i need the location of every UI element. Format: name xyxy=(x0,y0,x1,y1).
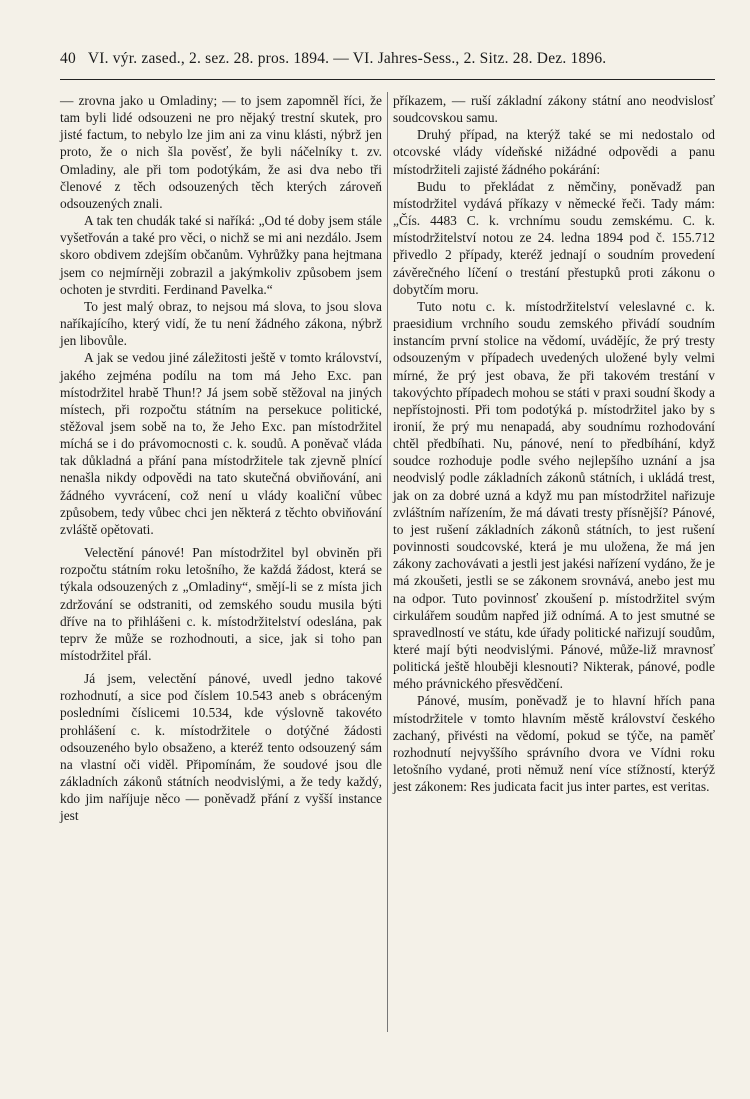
paragraph: Druhý případ, na kterýž také se mi nedostalo od otcovské vlády vídeňské nižádné odpovědi a panu místodržiteli zajisté žádného pokárání: xyxy=(393,127,715,177)
paragraph: příkazem, — ruší základní zákony státní ano neodvislosť soudcovskou samu. xyxy=(393,93,715,126)
paragraph: Velectění pánové! Pan místodržitel byl obviněn při rozpočtu státním roku letošního, že každá žádost, která se týkala odsouzených z „Omladiny“, smějí-li se z místa jich zdržování se odstraniti, od zemského soudu musila býti dříve na to přihlášeni c. k. místodržitelství odeslána, pak teprv že může se rozhodnouti, a sice, jak si toho pan místodržitel přál. xyxy=(60,545,382,663)
header-title: VI. výr. zased., 2. sez. 28. pros. 1894. — VI. Jahres-Sess., 2. Sitz. 28. Dez. 1896. xyxy=(87,50,607,67)
header-rule xyxy=(60,79,715,80)
paragraph: To jest malý obraz, to nejsou má slova, to jsou slova naříkajícího, který vidí, že tu není žádného zákona, nýbrž jen libovůle. xyxy=(60,298,382,349)
column-divider xyxy=(387,92,388,1032)
paragraph: A jak se vedou jiné záležitosti ještě v tomto království, jakého zejména podílu na tom má Jeho Exc. pan místodržitel hrabě Thun!? Já jsem sobě stěžoval na jiných místech, při rozpočtu státním na persekuce politické, stěžoval jsem sobě na to, že Jeho Exc. pan místodržitel míchá se i do právomocnosti c. k. soudů. A poněvač vláda tak důkladná a přání pana místodržitele tak zjevně plnící nenašla nikdy odpovědi na tato skutečná obviňování, ani žádného vyvrácení, což není u vlády koaliční vůbec způsobem, tedy vůbec chci jen některá z těchto obviňování zvláště opětovati. xyxy=(60,350,382,537)
paragraph: Já jsem, velectění pánové, uvedl jedno takové rozhodnutí, a sice pod číslem 10.543 aneb s obráceným posledními číslicemi 10.534, kde výslovně takovéto prohlášení c. k. místodržitele o dotýčné žádosti odsouzeného bylo obsaženo, a kteréž tento odsouzený sám na vlastní oči viděl. Připomínám, že soudové jsou dle základních zákonů státních neodvislými, a že tedy každý, kdo jim naříjuje něco — poněvadž přání z vyšší instance jest xyxy=(60,671,382,824)
paragraph: — zrovna jako u Omladiny; — to jsem zapomněl říci, že tam byli lidé odsouzeni ne pro nějaký trestní skutek, pro jisté factum, to nebylo lze jim ani za vinu klásti, nýbrž jen proto, že o nich šla pověsť, že byli náčelníky t. zv. Omladiny, ale při tom podotýkám, že asi dva nebo tři členové z těch odsouzených těch kterých zároveň odsouzených znali. xyxy=(60,93,382,211)
paragraph: Budu to překládat z němčiny, poněvadž pan místodržitel vydává příkazy v německé řeči. Tady mám: „Čís. 4483 C. k. vrchnímu soudu zemskému. C. k. místodržitelství notou ze 24. ledna 1894 pod č. 155.712 přivedlo 2 případy, kteréž jednají o soudním provedení závěrečného líčení o trestání přestupků proti zákonu o dobytčím moru. xyxy=(393,178,715,297)
left-column xyxy=(60,92,382,825)
right-column xyxy=(393,92,715,795)
paragraph: Tuto notu c. k. místodržitelství veleslavné c. k. praesidium vrchního soudu zemského přivádí soudním instancím první stolice na vědomí, uvádějíc, že prý tresty odsouzeným v případech uvedených uložené byly velmi mírné, že prý jest obava, že při takovém trestání v takovýchto případech mohou se státi v praxi soudní škody a nepřístojnosti. Při tom podotýká p. místodržitel jako by s ironií, že prý mu nenapadá, aby soudnímu rozhodování chtěl předbíhati. Nu, pánové, není to předbíhání, když soudce rozhoduje podle svého nejlepšího uznání a jsa neodvislý podle základních zákonů státních, i ukládá trest, jak on za dobré uzná a když mu pan místodržitel nařizuje zvláštním nařízením, že má dávati tresty přísnější? Pánové, to jest rušení základních zákonů státních, to jest rušení povinnosti soudcovské, která je mu uložena, že má jen zákony zachovávati a jestli jest jakési nařízení vydáno, že je má zkoušeti, jestli se se zákonem srovnává, anebo jest mu na odpor. Tuto povinnosť zkoušení p. místodržitel svým cirkulářem soudům napřed již odnímá. A to jest smutné se spravedlností ve státu, kde úřady politické nařizují soudům, které mají býti neodvislými. Pánové, může-liž mravnosť politická ještě hlouběji klesnouti? Nikterak, pánové, podle mého právnického přesvědčení. xyxy=(393,298,715,692)
paragraph: A tak ten chudák také si naříká: „Od té doby jsem stále vyšetřován a také pro věci, o nichž se mi ani nezdálo. Jsem skoro obdivem zdejším občanům. Vyhrůžky pana hejtmana jsem co nejmírněji zobrazil a jakýmkoliv způsobem jsem ochoten je stvrditi. Ferdinand Pavelka.“ xyxy=(60,213,382,297)
page-number: 40 xyxy=(60,50,76,67)
running-header xyxy=(60,50,715,74)
paragraph: Pánové, musím, poněvadž je to hlavní hřích pana místodržitele v tomto hlavním městě království českého zachaný, přivésti na vědomí, pokud se týče, na paměť rozhodnutí nejvyššího správního dvora ve Vídni roku letošního vydané, proti němuž není více stížností, kterýž jest zákonem: Res judicata facit jus inter partes, est veritas. xyxy=(393,693,715,795)
